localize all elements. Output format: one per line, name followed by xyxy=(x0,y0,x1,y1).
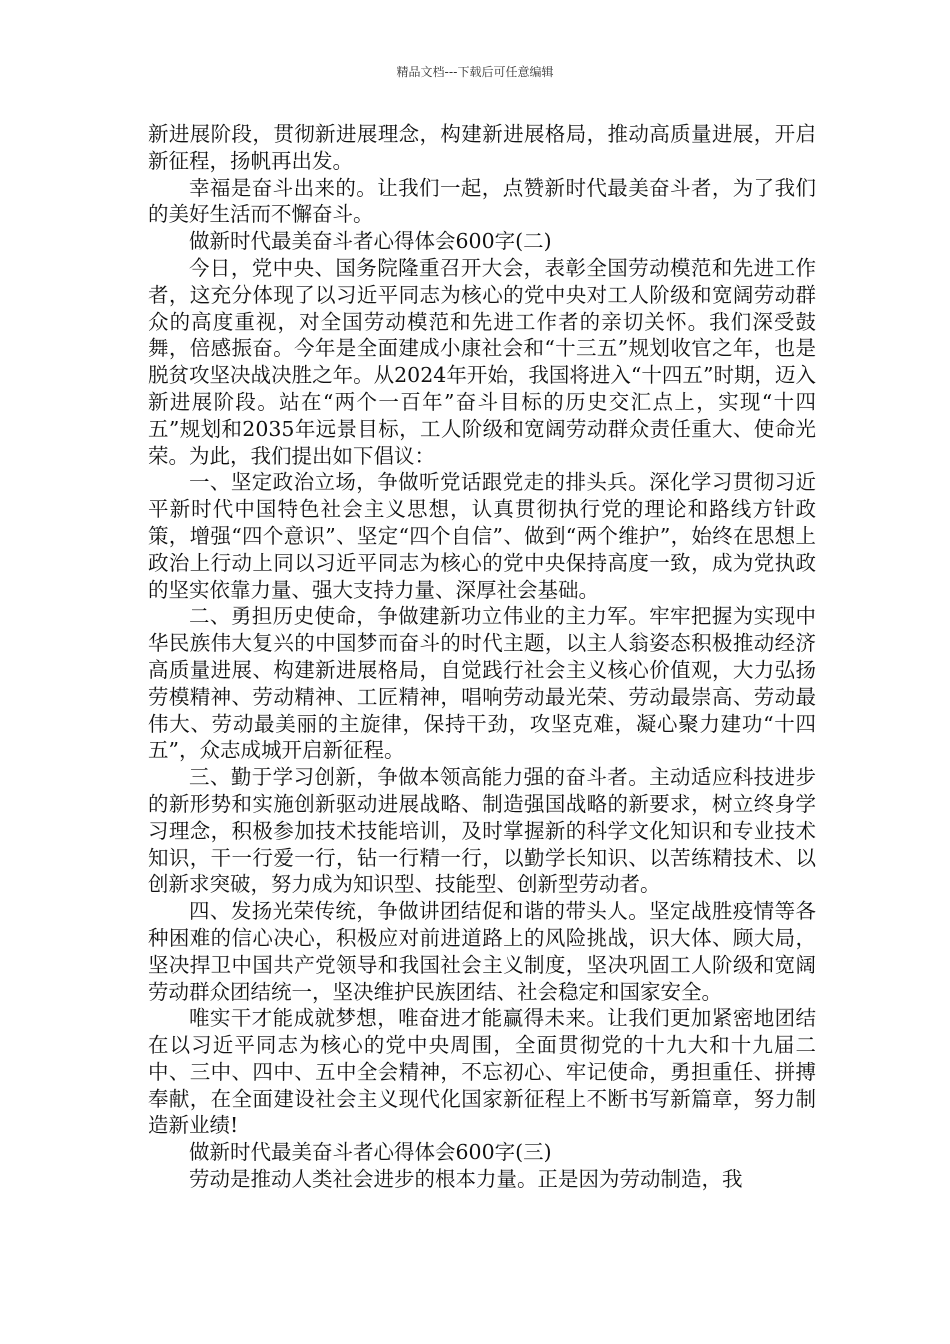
paragraph: 一、坚定政治立场，争做听党话跟党走的排头兵。深化学习贯彻习近平新时代中国特色社会主义思想，认真贯彻执行党的理论和路线方针政策，增强“四个意识”、坚定“四个自信”、做到“两个维护”，始终在思想上政治上行动上同以习近平同志为核心的党中央保持高度一致，成为党执政的坚实依靠力量、强大支持力量、深厚社会基础。 xyxy=(148,470,816,602)
page-header: 精品文档---下载后可任意编辑 xyxy=(396,65,554,79)
paragraph: 今日，党中央、国务院隆重召开大会，表彰全国劳动模范和先进工作者，这充分体现了以习近平同志为核心的党中央对工人阶级和宽阔劳动群众的高度重视，对全国劳动模范和先进工作者的亲切关怀。我们深受鼓舞，倍感振奋。今年是全面建成小康社会和“十三五”规划收官之年，也是脱贫攻坚决战决胜之年。从2024年开始，我国将进入“十四五”时期，迈入新进展阶段。站在“两个一百年”奋斗目标的历史交汇点上，实现“十四五”规划和2035年远景目标，工人阶级和宽阔劳动群众责任重大、使命光荣。为此，我们提出如下倡议： xyxy=(148,255,816,468)
paragraph: 四、发扬光荣传统，争做讲团结促和谐的带头人。坚定战胜疫情等各种困难的信心决心，积极应对前进道路上的风险挑战，识大体、顾大局，坚决捍卫中国共产党领导和我国社会主义制度，坚决巩固工人阶级和宽阔劳动群众团结统一，坚决维护民族团结、社会稳定和国家安全。 xyxy=(148,899,816,1004)
paragraph: 唯实干才能成就梦想，唯奋进才能赢得未来。让我们更加紧密地团结在以习近平同志为核心的党中央周围，全面贯彻党的十九大和十九届二中、三中、四中、五中全会精神，不忘初心、牢记使命，勇担重任、拼搏奉献，在全面建设社会主义现代化国家新征程上不断书写新篇章，努力制造新业绩! xyxy=(148,1006,816,1138)
section-title: 做新时代最美奋斗者心得体会600字(三) xyxy=(189,1140,552,1165)
paragraph: 劳动是推动人类社会进步的根本力量。正是因为劳动制造，我 xyxy=(189,1167,743,1192)
section-title: 做新时代最美奋斗者心得体会600字(二) xyxy=(189,229,552,254)
paragraph-continuation: 新进展阶段，贯彻新进展理念，构建新进展格局，推动高质量进展，开启新征程，扬帆再出发。 xyxy=(148,122,816,173)
document-body xyxy=(148,121,816,1193)
paragraph: 幸福是奋斗出来的。让我们一起，点赞新时代最美奋斗者，为了我们的美好生活而不懈奋斗。 xyxy=(148,175,816,227)
paragraph: 二、勇担历史使命，争做建新功立伟业的主力军。牢牢把握为实现中华民族伟大复兴的中国梦而奋斗的时代主题，以主人翁姿态积极推动经济高质量进展、构建新进展格局，自觉践行社会主义核心价值观，大力弘扬劳模精神、劳动精神、工匠精神，唱响劳动最光荣、劳动最崇高、劳动最伟大、劳动最美丽的主旋律，保持干劲，攻坚克难，凝心聚力建功“十四五”，众志成城开启新征程。 xyxy=(148,604,816,763)
paragraph: 三、勤于学习创新，争做本领高能力强的奋斗者。主动适应科技进步的新形势和实施创新驱动进展战略、制造强国战略的新要求，树立终身学习理念，积极参加技术技能培训，及时掌握新的科学文化知识和专业技术知识，干一行爱一行，钻一行精一行，以勤学长知识、以苦练精技术、以创新求突破，努力成为知识型、技能型、创新型劳动者。 xyxy=(148,765,816,897)
